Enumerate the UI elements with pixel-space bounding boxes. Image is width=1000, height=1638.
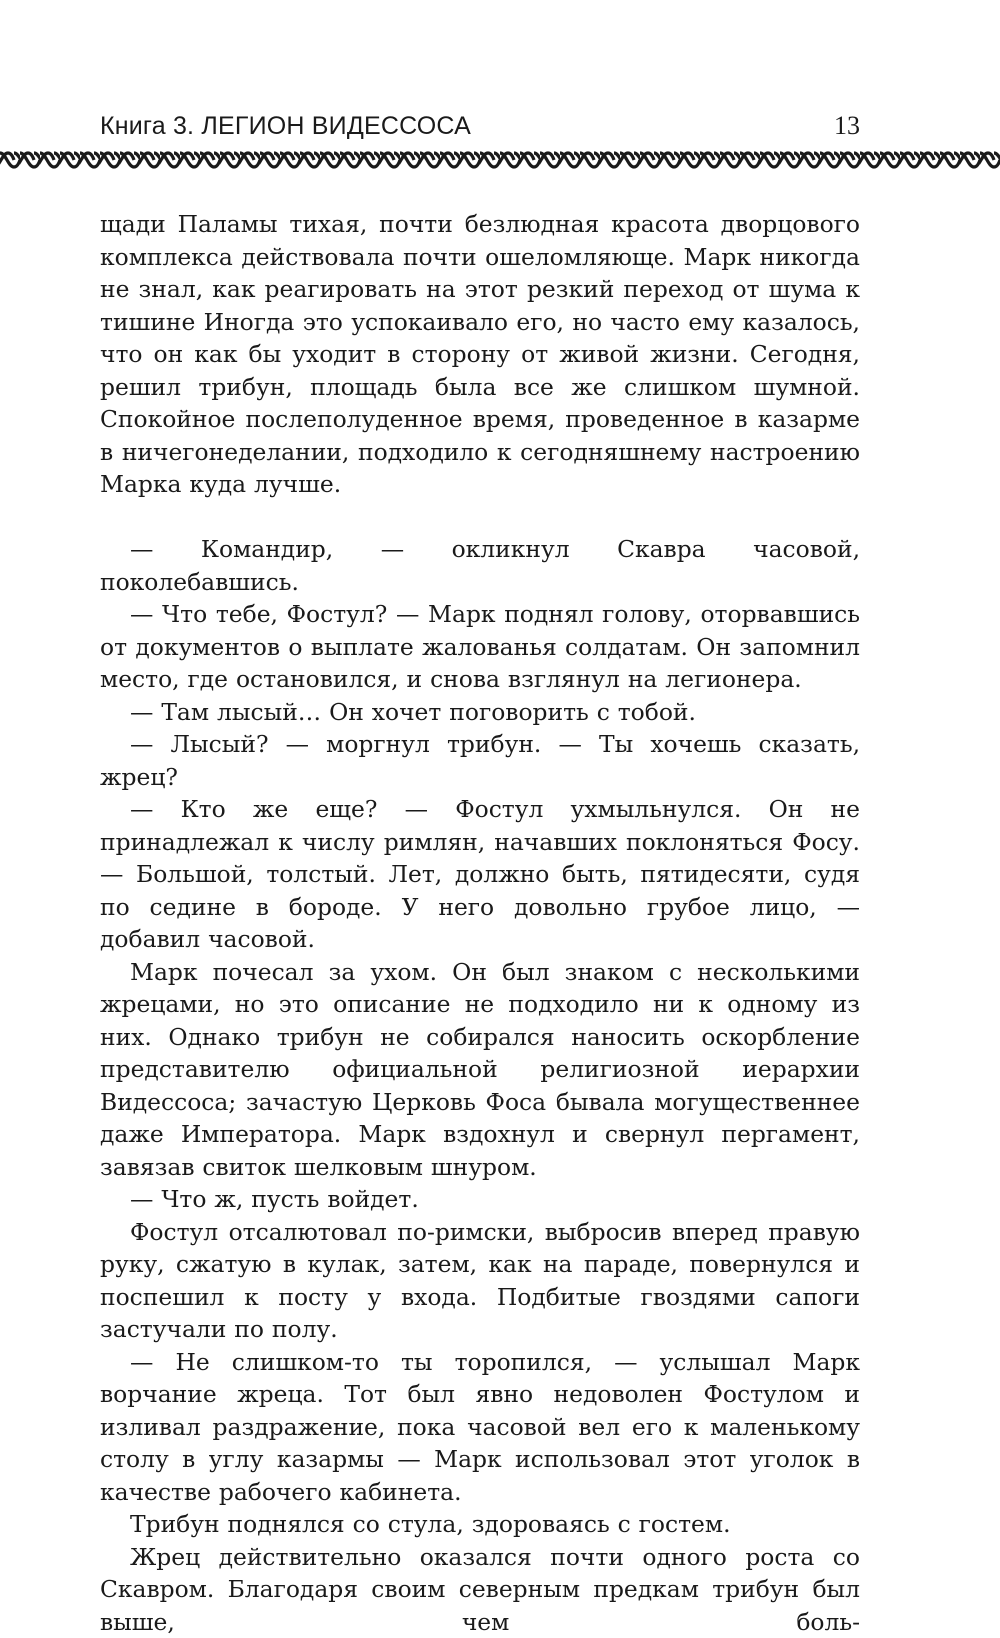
text-body xyxy=(100,208,860,1638)
paragraph-6: — Кто же еще? — Фостул ухмыльнулся. Он не принадлежал к числу римлян, начавших поклоняться Фосу. — Большой, толстый. Лет, должно быть, пятидесяти, судя по седине в бороде. У него довольно грубое лицо, — добавил часовой. xyxy=(100,793,860,956)
paragraph-gap xyxy=(100,501,860,534)
paragraph-4: — Там лысый… Он хочет поговорить с тобой. xyxy=(100,696,860,729)
paragraph-8: — Что ж, пусть войдет. xyxy=(100,1183,860,1216)
paragraph-7: Марк почесал за ухом. Он был знаком с несколькими жрецами, но это описание не подходило ни к одному из них. Однако трибун не собирался наносить оскорбление представителю официальной религиозной иерархии Видессоса; зачастую Церковь Фоса бывала могущественнее даже Императора. Марк вздохнул и свернул пергамент, завязав свиток шелковым шнуром. xyxy=(100,956,860,1184)
paragraph-12: Жрец действительно оказался почти одного роста со Скавром. Благодаря своим северным предкам трибун был выше, чем боль- xyxy=(100,1541,860,1638)
page-number: 13 xyxy=(834,106,860,146)
paragraph-2: — Командир, — окликнул Скавра часовой, поколебавшись. xyxy=(100,533,860,598)
paragraph-11: Трибун поднялся со стула, здороваясь с гостем. xyxy=(100,1508,860,1541)
paragraph-3: — Что тебе, Фостул? — Марк поднял голову, оторвавшись от документов о выплате жалованья солдатам. Он запомнил место, где остановился, и снова взглянул на легионера. xyxy=(100,598,860,696)
book-title: Книга 3. ЛЕГИОН ВИДЕССОСА xyxy=(100,106,471,146)
running-head xyxy=(100,106,860,146)
braided-rule-ornament xyxy=(0,149,1000,171)
paragraph-9: Фостул отсалютовал по-римски, выбросив вперед правую руку, сжатую в кулак, затем, как на параде, повернулся и поспешил к посту у входа. Подбитые гвоздями сапоги застучали по полу. xyxy=(100,1216,860,1346)
paragraph-1: щади Паламы тихая, почти безлюдная красота дворцового комплекса действовала почти ошеломляюще. Марк никогда не знал, как реагировать на этот резкий переход от шума к тишине Иногда это успокаивало его, но часто ему казалось, что он как бы уходит в сторону от живой жизни. Сегодня, решил трибун, площадь была все же слишком шумной. Спокойное послеполуденное время, проведенное в казарме в ничегонеделании, подходило к сегодняшнему настроению Марка куда лучше. xyxy=(100,208,860,501)
paragraph-5: — Лысый? — моргнул трибун. — Ты хочешь сказать, жрец? xyxy=(100,728,860,793)
paragraph-10: — Не слишком-то ты торопился, — услышал Марк ворчание жреца. Тот был явно недоволен Фостулом и изливал раздражение, пока часовой вел его к маленькому столу в углу казармы — Марк использовал этот уголок в качестве рабочего кабинета. xyxy=(100,1346,860,1509)
